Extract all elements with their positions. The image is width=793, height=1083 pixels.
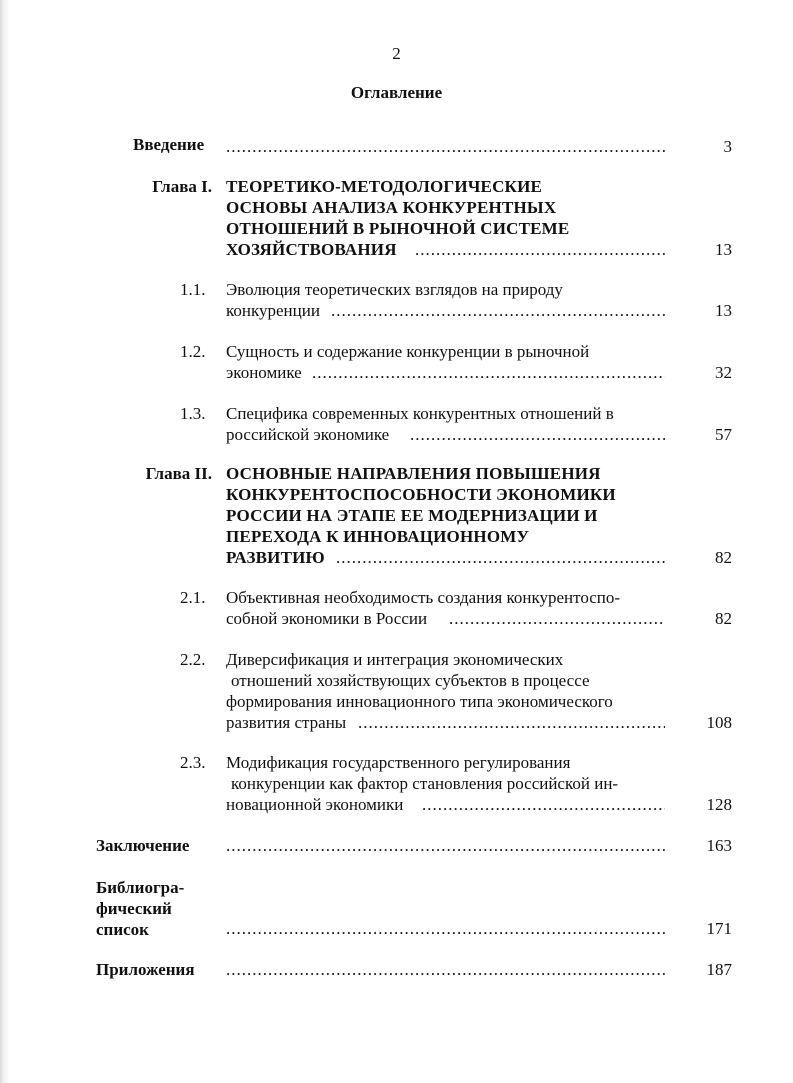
dot-leader [226,835,665,856]
entry-label: Введение [133,135,205,154]
page-ref: 57 [715,425,732,444]
section-number: 1.1. [180,280,206,299]
page-ref: 82 [715,548,732,567]
dot-leader [312,362,665,383]
page-ref: 171 [706,919,732,938]
chapter-label: Глава II. [145,464,212,483]
page-ref: 13 [715,240,732,259]
title-line: Объективная необходимость создания конкурентоспо- [226,588,621,607]
section-number: 1.2. [180,342,206,361]
title-line: Сущность и содержание конкуренции в рыночной [226,342,590,361]
scan-edge [0,0,10,1083]
dot-leader [331,300,665,321]
title-line: ОСНОВНЫЕ НАПРАВЛЕНИЯ ПОВЫШЕНИЯ [226,464,601,483]
title-line: Эволюция теоретических взглядов на природу [226,280,563,299]
page-ref: 3 [723,137,732,156]
title-line: конкуренции как фактор становления российской ин- [231,774,619,793]
label-line: список [96,920,149,939]
page-ref: 32 [715,363,732,382]
dot-leader [358,712,665,733]
label-line: Библиогра- [96,878,185,897]
entry-label: Приложения [96,960,195,979]
title-line: ХОЗЯЙСТВОВАНИЯ [226,240,397,259]
title-line: ОСНОВЫ АНАЛИЗА КОНКУРЕНТНЫХ [226,198,557,217]
title-line: собной экономики в России [226,609,428,628]
chapter-label: Глава I. [152,177,212,196]
dot-leader [449,608,665,629]
section-number: 2.3. [180,753,206,772]
title-line: экономике [226,363,302,382]
section-number: 2.1. [180,588,206,607]
title-line: ОТНОШЕНИЙ В РЫНОЧНОЙ СИСТЕМЕ [226,219,570,238]
dot-leader [410,424,665,445]
page-ref: 82 [715,609,732,628]
dot-leader [415,239,665,260]
page-ref: 128 [706,795,732,814]
title-line: развития страны [226,713,347,732]
title-line: Специфика современных конкурентных отношений в [226,404,614,423]
title-line: Модификация государственного регулирования [226,753,571,772]
title-line: новационной экономики [226,795,404,814]
title-line: формирования инновационного типа экономического [226,692,613,711]
page-ref: 108 [706,713,732,732]
dot-leader [226,959,665,980]
title-line: КОНКУРЕНТОСПОСОБНОСТИ ЭКОНОМИКИ [226,485,616,504]
page-ref: 13 [715,301,732,320]
section-number: 1.3. [180,404,206,423]
title-line: Диверсификация и интеграция экономических [226,650,564,669]
entry-label [96,877,184,940]
label-line: фический [96,899,172,918]
section-number: 2.2. [180,650,206,669]
dot-leader [226,136,666,157]
dot-leader [336,547,665,568]
title-line: российской экономике [226,425,390,444]
title-line: РОССИИ НА ЭТАПЕ ЕЕ МОДЕРНИЗАЦИИ И [226,506,598,525]
toc-heading: Оглавление [350,83,443,102]
title-line: ТЕОРЕТИКО-МЕТОДОЛОГИЧЕСКИЕ [226,177,543,196]
page-number: 2 [392,44,401,63]
entry-label: Заключение [96,836,190,855]
title-line: ПЕРЕХОДА К ИННОВАЦИОННОМУ [226,527,530,546]
title-line: конкуренции [226,301,320,320]
title-line: отношений хозяйствующих субъектов в процессе [231,671,590,690]
page-ref: 163 [706,836,732,855]
dot-leader [422,794,665,815]
page-ref: 187 [706,960,732,979]
dot-leader [226,918,665,939]
title-line: РАЗВИТИЮ [226,548,325,567]
